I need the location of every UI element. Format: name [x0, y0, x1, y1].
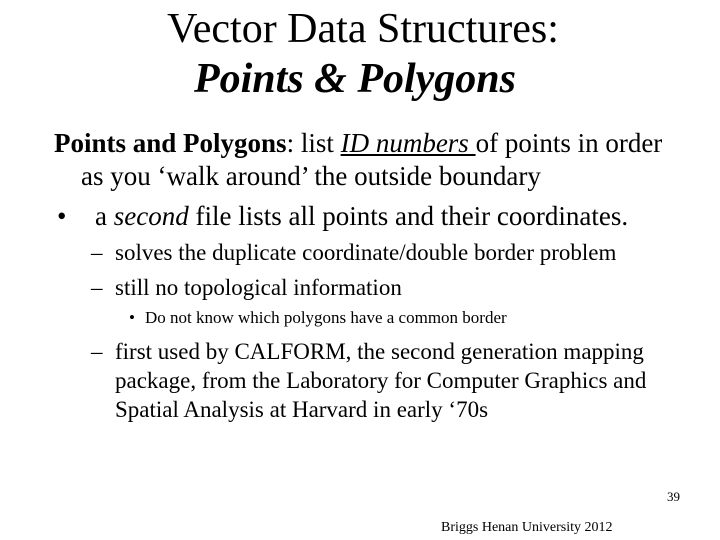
- italic-term: second: [113, 201, 189, 231]
- sub-bullet-text: still no topological information: [115, 275, 402, 300]
- dash-marker: –: [91, 339, 103, 364]
- body-text-segment: : list: [286, 128, 341, 158]
- body-line-1: [54, 126, 662, 160]
- dash-marker: –: [91, 275, 103, 300]
- sub-bullet-text: solves the duplicate coordinate/double border problem: [115, 240, 617, 265]
- bullet-marker: •: [129, 308, 135, 327]
- sub-bullet-continuation: package, from the Laboratory for Computer Graphics and: [115, 368, 647, 393]
- sub-bullet-continuation: Spatial Analysis at Harvard in early ‘70s: [115, 397, 489, 422]
- footer-text: Briggs Henan University 2012: [441, 520, 613, 535]
- sub-bullet-text: first used by CALFORM, the second generation mapping: [115, 339, 644, 364]
- sub-bullet-item: [91, 238, 616, 267]
- slide-subtitle: Points & Polygons: [193, 56, 517, 102]
- body-line-2: as you ‘walk around’ the outside boundary: [81, 161, 541, 191]
- sub-bullet-item: [91, 273, 402, 302]
- sub-sub-bullet-item: [129, 306, 507, 330]
- sub-sub-bullet-text: Do not know which polygons have a common border: [145, 308, 507, 327]
- body-text-segment: of points in order: [475, 128, 663, 158]
- underlined-term: ID numbers: [340, 128, 476, 158]
- slide-title: Vector Data Structures:: [167, 6, 559, 52]
- sub-bullet-item: [91, 337, 644, 366]
- body-text-segment: a: [95, 201, 114, 231]
- body-text-segment: file lists all points and their coordinates.: [188, 201, 629, 231]
- bold-term: Points and Polygons: [54, 128, 287, 158]
- bullet-marker: •: [57, 201, 67, 231]
- bullet-item: [57, 199, 628, 233]
- dash-marker: –: [91, 240, 103, 265]
- page-number: 39: [667, 489, 680, 504]
